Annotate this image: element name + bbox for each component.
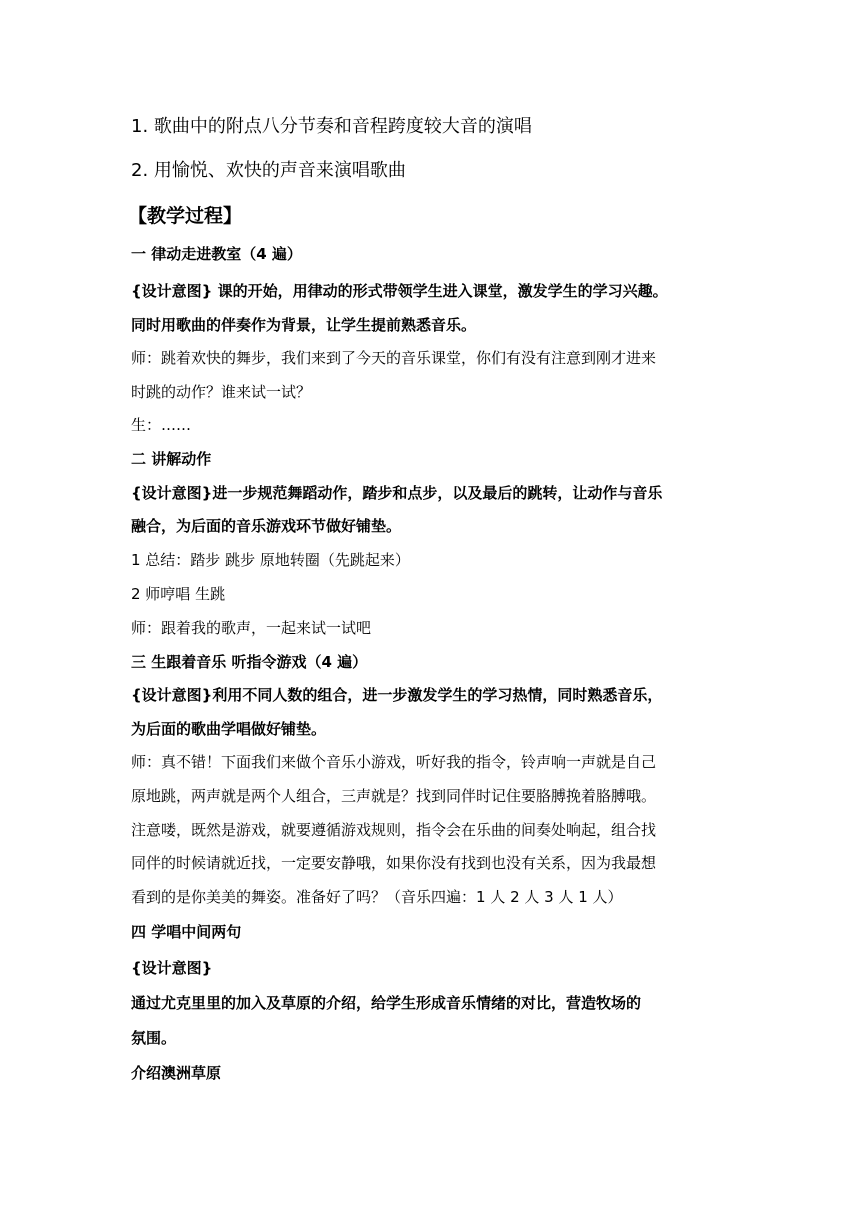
step-4-subtitle: 介绍澳洲草原 [131,1064,222,1082]
step-4-intent-label: {设计意图} [131,959,213,977]
student-line: 生：…… [131,416,192,434]
teacher-line: 看到的是你美美的舞姿。准备好了吗？（音乐四遍：1 人 2 人 3 人 1 人） [131,888,623,906]
step-1-title: 一 律动走进教室（4 遍） [131,245,302,263]
step-2-title: 二 讲解动作 [131,450,212,468]
step-3-title: 三 生跟着音乐 听指令游戏（4 遍） [131,653,368,671]
teacher-line: 师：真不错！下面我们来做个音乐小游戏，听好我的指令，铃声响一声就是自己 [131,753,657,771]
teacher-line: 原地跳，两声就是两个人组合，三声就是？找到同伴时记住要胳膊挽着胳膊哦。 [131,787,657,805]
step-4-intent: 氛围。 [131,1029,177,1047]
section-heading: 【教学过程】 [128,205,243,227]
teacher-line: 师：跳着欢快的舞步，我们来到了今天的音乐课堂，你们有没有注意到刚才进来 [131,349,657,367]
teacher-line: 同伴的时候请就近找，一定要安静哦，如果你没有找到也没有关系，因为我最想 [131,854,657,872]
step-2-intent: {设计意图}进一步规范舞蹈动作，踏步和点步，以及最后的跳转，让动作与音乐 [131,484,663,502]
step-1-intent: 同时用歌曲的伴奏作为背景，让学生提前熟悉音乐。 [131,316,477,334]
objective-1: 1. 歌曲中的附点八分节奏和音程跨度较大音的演唱 [131,116,532,137]
teacher-line: 师：跟着我的歌声，一起来试一试吧 [131,619,372,637]
objective-2: 2. 用愉悦、欢快的声音来演唱歌曲 [131,160,406,181]
teacher-line: 注意喽，既然是游戏，就要遵循游戏规则，指令会在乐曲的间奏处响起，组合找 [131,821,657,839]
step-2-item: 2 师哼唱 生跳 [131,585,226,603]
step-3-intent: {设计意图}利用不同人数的组合，进一步激发学生的学习热情，同时熟悉音乐， [131,686,663,704]
step-4-title: 四 学唱中间两句 [131,923,242,941]
teacher-line: 时跳的动作？谁来试一试？ [131,383,312,401]
step-3-intent: 为后面的歌曲学唱做好铺垫。 [131,720,327,738]
step-2-item: 1 总结：踏步 跳步 原地转圈（先跳起来） [131,551,410,569]
step-1-intent: {设计意图} 课的开始，用律动的形式带领学生进入课堂，激发学生的学习兴趣。 [131,282,668,300]
step-2-intent: 融合，为后面的音乐游戏环节做好铺垫。 [131,517,402,535]
step-4-intent: 通过尤克里里的加入及草原的介绍，给学生形成音乐情绪的对比，营造牧场的 [131,994,642,1012]
